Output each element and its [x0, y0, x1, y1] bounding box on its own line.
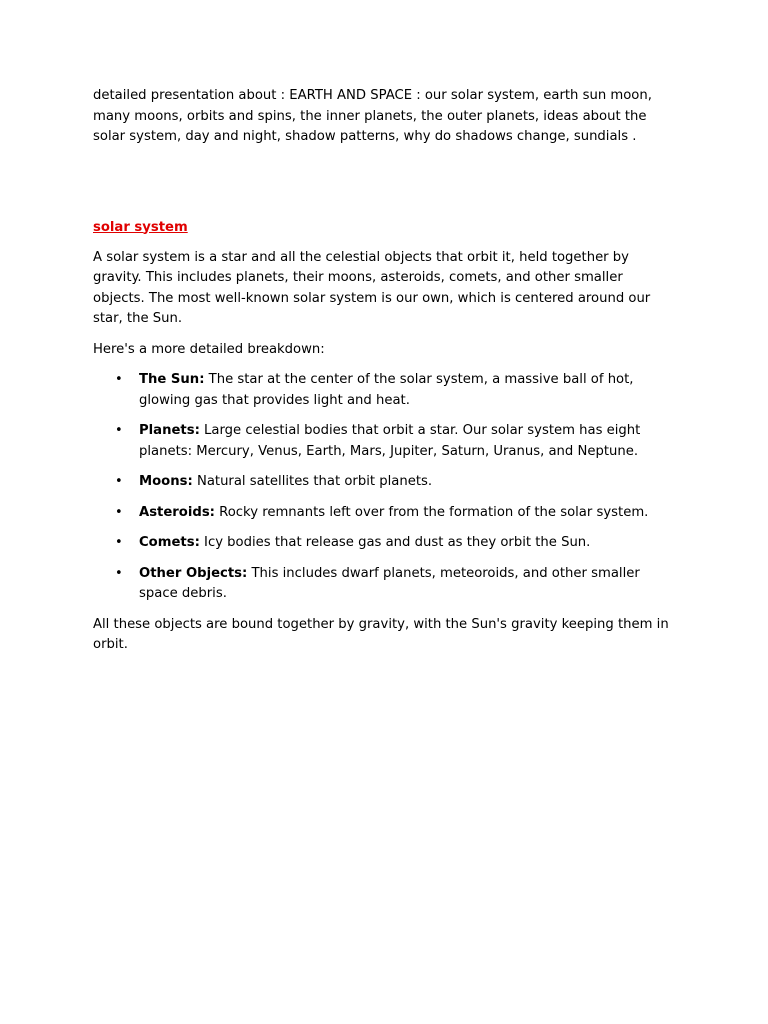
- document-page: [93, 86, 678, 656]
- list-item: [93, 503, 678, 524]
- list-item-text: Icy bodies that release gas and dust as they orbit the Sun.: [199, 535, 591, 550]
- section-heading-solar-system: solar system: [93, 219, 188, 235]
- list-item-text: The star at the center of the solar system, a massive ball of hot, glowing gas that provides light and heat.: [139, 372, 634, 408]
- breakdown-list: [93, 370, 678, 605]
- bullet-icon: •: [115, 504, 123, 520]
- list-item: [93, 370, 678, 411]
- list-item-term: Asteroids:: [139, 504, 215, 520]
- intro-paragraph: detailed presentation about : EARTH AND SPACE : our solar system, earth sun moon, many moons, orbits and spins, the inner planets, the outer planets, ideas about the solar system, day and night, shadow patterns, why do shadows change, sundials .: [93, 88, 652, 144]
- list-item-term: Comets:: [139, 535, 200, 550]
- bullet-icon: •: [115, 423, 123, 438]
- list-item-text: Rocky remnants left over from the formation of the solar system.: [214, 504, 649, 520]
- closing-paragraph: All these objects are bound together by gravity, with the Sun's gravity keeping them in orbit.: [93, 616, 669, 652]
- list-item-term: The Sun:: [139, 372, 205, 387]
- bullet-icon: •: [115, 535, 123, 550]
- list-item: [93, 421, 678, 462]
- list-item-text: Natural satellites that orbit planets.: [192, 474, 433, 489]
- bullet-icon: •: [115, 474, 123, 489]
- list-item-term: Planets:: [139, 423, 200, 438]
- definition-paragraph: A solar system is a star and all the celestial objects that orbit it, held together by gravity. This includes planets, their moons, asteroids, comets, and other smaller objects. The most well-known solar system is our own, which is centered around our star, the Sun.: [93, 249, 651, 326]
- list-item-term: Other Objects:: [139, 565, 248, 581]
- bullet-icon: •: [115, 372, 123, 387]
- list-item-term: Moons:: [139, 474, 193, 489]
- breakdown-intro: Here's a more detailed breakdown:: [93, 341, 325, 357]
- list-item: [93, 472, 678, 493]
- list-item: [93, 564, 678, 605]
- bullet-icon: •: [115, 565, 123, 581]
- list-item-text: Large celestial bodies that orbit a star. Our solar system has eight planets: Mercury, Venus, Earth, Mars, Jupiter, Saturn, Uranus, and Neptune.: [139, 423, 641, 459]
- list-item: [93, 533, 678, 554]
- list-item-text: This includes dwarf planets, meteoroids, and other smaller space debris.: [139, 565, 640, 601]
